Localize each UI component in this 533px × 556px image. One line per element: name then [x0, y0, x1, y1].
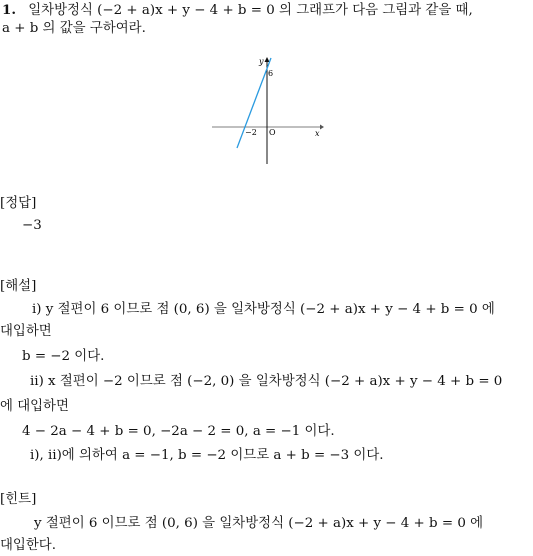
answer-value: −3	[22, 218, 42, 233]
line-graph	[208, 54, 324, 166]
hint-heading: [힌트]	[0, 492, 37, 507]
explanation-line: 4 − 2a − 4 + b = 0, −2a − 2 = 0, a = −1 이다.	[22, 424, 335, 439]
problem-number: 1.	[2, 2, 16, 18]
explanation-line: b = −2 이다.	[22, 349, 105, 364]
origin-label: O	[269, 128, 276, 137]
x-axis-arrow-icon	[320, 125, 324, 130]
problem-line-2: a + b 의 값을 구하여라.	[2, 21, 146, 36]
explanation-line: ⅱ) x 절편이 −2 이므로 점 (−2, 0) 을 일차방정식 (−2 + a)x + y − 4 + b = 0	[30, 374, 503, 389]
hint-line: 대입한다.	[0, 538, 56, 553]
explanation-line: 에 대입하면	[0, 399, 69, 414]
problem-line-1	[2, 0, 473, 21]
x-intercept-label: −2	[245, 128, 257, 137]
explanation-heading: [해설]	[0, 279, 37, 294]
x-axis-label: x	[315, 129, 320, 138]
explanation-line: 대입하면	[0, 324, 52, 339]
y-axis-label: y	[259, 57, 264, 66]
problem-text: 일차방정식 (−2 + a)x + y − 4 + b = 0 의 그래프가 다음 그림과 같을 때,	[28, 3, 473, 18]
explanation-line: ⅰ) y 절편이 6 이므로 점 (0, 6) 을 일차방정식 (−2 + a)x + y − 4 + b = 0 에	[32, 302, 495, 317]
y-intercept-label: 6	[268, 69, 274, 78]
explanation-line: ⅰ), ⅱ)에 의하여 a = −1, b = −2 이므로 a + b = −3 이다.	[30, 448, 384, 463]
y-axis-arrow-icon	[265, 57, 270, 62]
hint-line: y 절편이 6 이므로 점 (0, 6) 을 일차방정식 (−2 + a)x + y − 4 + b = 0 에	[34, 516, 484, 531]
answer-heading: [정답]	[0, 196, 37, 211]
